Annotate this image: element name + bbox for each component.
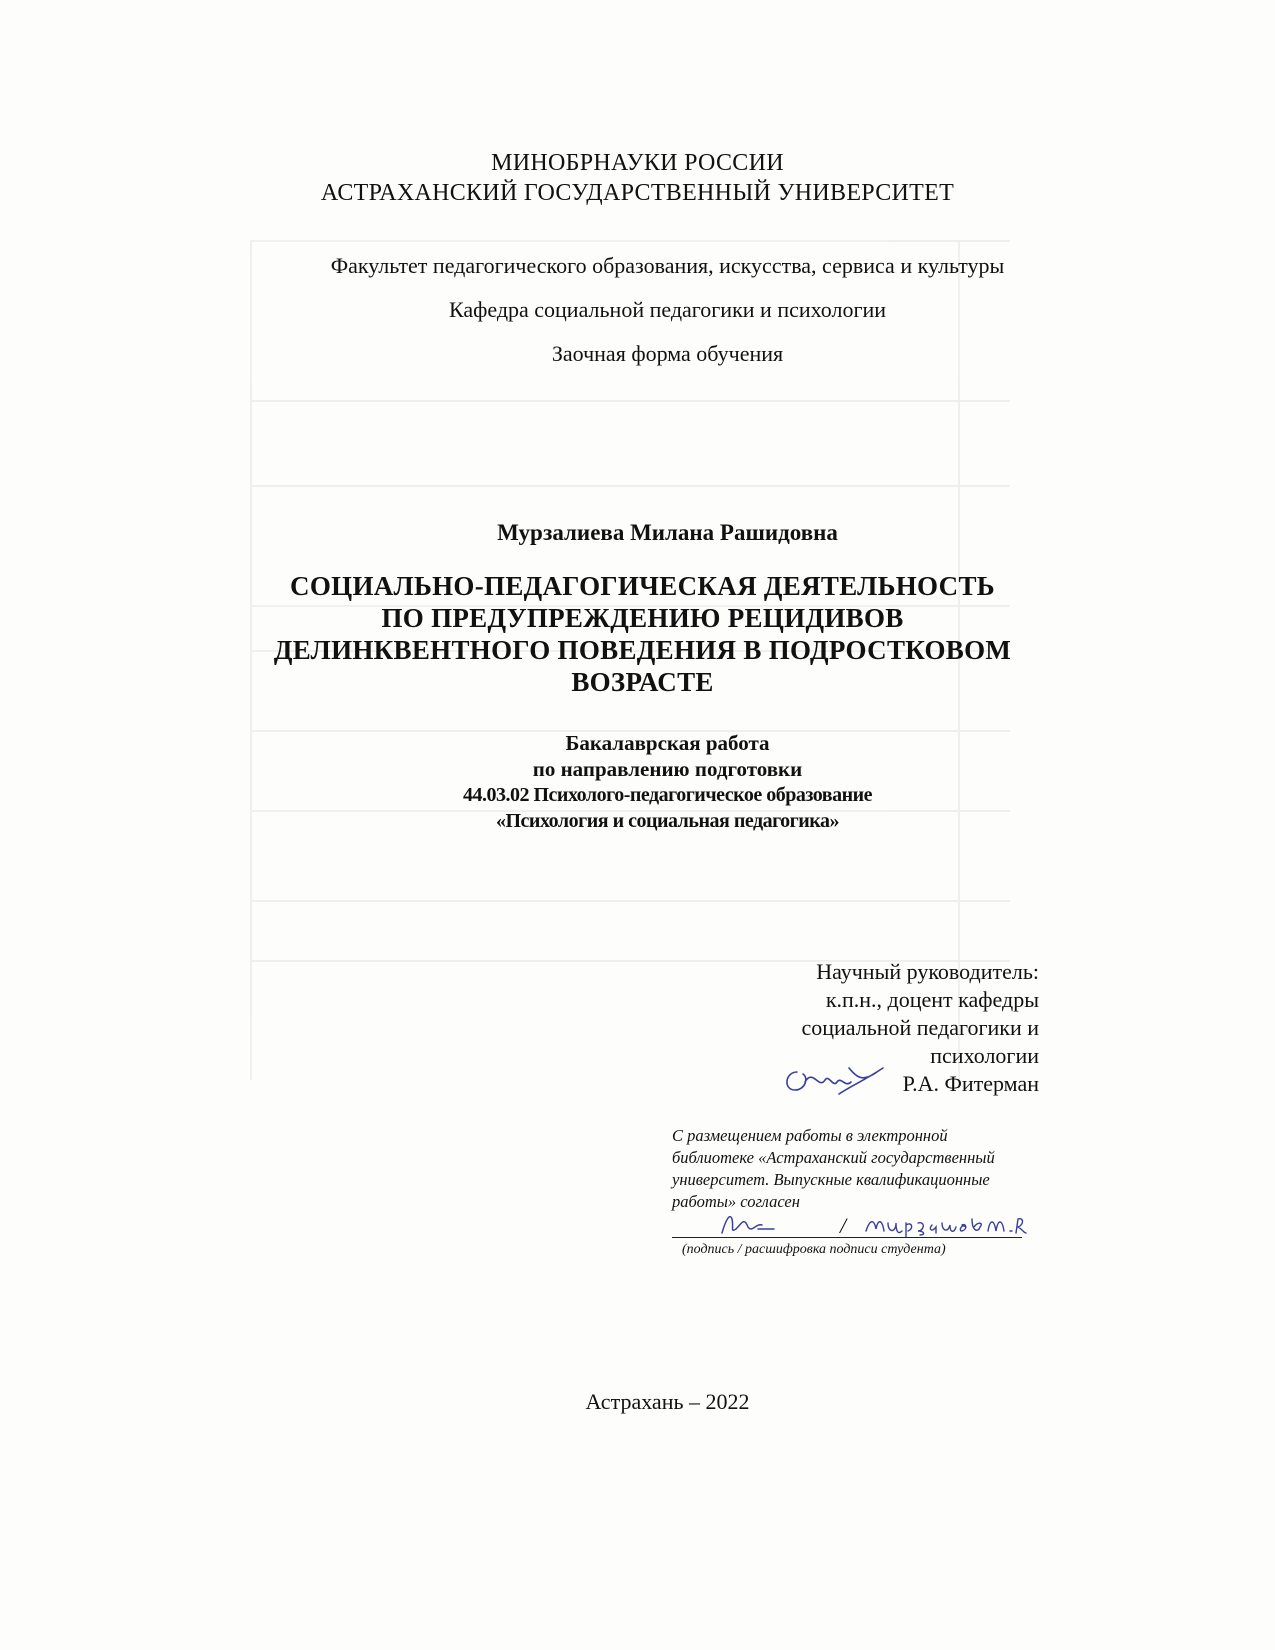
advisor-block xyxy=(801,958,1039,1100)
thesis-title-line: ПО ПРЕДУПРЕЖДЕНИЮ РЕЦИДИВОВ xyxy=(381,603,904,633)
signature-underline xyxy=(672,1237,1022,1238)
program-profile: «Психология и социальная педагогика» xyxy=(495,810,839,832)
advisor-position-line: социальной педагогики и xyxy=(801,1015,1039,1040)
program-code: 44.03.02 Психолого-педагогическое образование xyxy=(462,784,873,806)
consent-line: С размещением работы в электронной xyxy=(672,1126,948,1145)
program-block xyxy=(30,782,1275,834)
advisor-name-row xyxy=(801,1070,1039,1100)
consent-line: библиотеке «Астраханский государственный xyxy=(672,1148,995,1167)
thesis-title-line: ВОЗРАСТЕ xyxy=(571,667,714,697)
ministry-name: МИНОБРНАУКИ РОССИИ xyxy=(491,150,784,176)
consent-line: работы» согласен xyxy=(672,1192,800,1211)
work-type-block xyxy=(30,730,1275,782)
advisor-position-line: к.п.н., доцент кафедры xyxy=(825,987,1039,1012)
ministry-header xyxy=(0,148,1275,208)
city-year: Астрахань – 2022 xyxy=(585,1389,750,1414)
advisor-label: Научный руководитель: xyxy=(816,959,1039,984)
thesis-title-line: СОЦИАЛЬНО-ПЕДАГОГИЧЕСКАЯ ДЕЯТЕЛЬНОСТЬ xyxy=(290,571,995,601)
advisor-signature xyxy=(779,1060,889,1100)
student-signature xyxy=(712,1209,792,1239)
signature-separator: / xyxy=(840,1213,847,1238)
department-name: Кафедра социальной педагогики и психологии xyxy=(448,297,887,322)
consent-note xyxy=(672,1125,1072,1213)
author-name: Мурзалиева Милана Рашидовна xyxy=(497,520,838,545)
advisor-position-line: психологии xyxy=(930,1043,1039,1068)
thesis-title xyxy=(5,570,1275,698)
faculty-name: Факультет педагогического образования, искусства, сервиса и культуры xyxy=(330,253,1005,278)
university-name: АСТРАХАНСКИЙ ГОСУДАРСТВЕННЫЙ УНИВЕРСИТЕТ xyxy=(320,180,955,206)
thesis-title-line: ДЕЛИНКВЕНТНОГО ПОВЕДЕНИЯ В ПОДРОСТКОВОМ xyxy=(273,635,1012,665)
work-type: Бакалаврская работа xyxy=(565,731,770,755)
consent-line: университет. Выпускные квалификационные xyxy=(672,1170,990,1189)
advisor-name: Р.А. Фитерман xyxy=(902,1071,1039,1096)
student-signature-line xyxy=(672,1213,1022,1243)
study-form: Заочная форма обучения xyxy=(551,341,784,366)
direction-label: по направлению подготовки xyxy=(532,757,803,781)
signature-caption: (подпись / расшифровка подписи студента) xyxy=(682,1242,946,1257)
